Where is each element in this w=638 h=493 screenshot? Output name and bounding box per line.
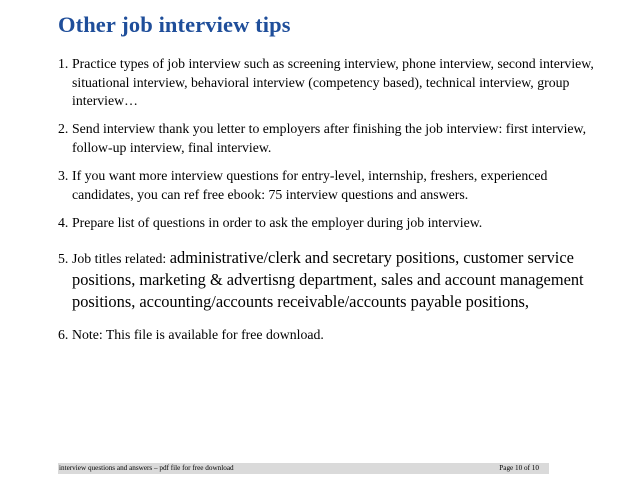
list-item-number: 6. [58,327,69,342]
list-item [58,326,598,345]
list-item [58,214,598,233]
footer-caption: interview questions and answers – pdf file for free download [59,464,234,472]
list-item-number: 3. [58,168,69,183]
list-item [58,167,598,204]
list-item-number: 1. [58,56,69,71]
list-item-text: If you want more interview questions for entry-level, internship, freshers, experienced candidates, you can ref free ebook: 75 interview questions and answers. [72,168,548,202]
page-number: Page 10 of 10 [499,464,539,472]
page-footer [58,463,549,474]
list-item-text: Send interview thank you letter to employers after finishing the job interview: first interview, follow-up interview, final interview. [72,121,587,155]
list-item-number: 4. [58,215,69,230]
list-item-number: 2. [58,121,69,136]
list-item [58,247,598,313]
list-item-number: 5. [58,251,69,266]
list-item-text: Note: This file is available for free download. [72,327,324,342]
page-title: Other job interview tips [58,12,291,37]
list-item-text-group [72,247,598,313]
list-item [58,120,598,157]
list-item-text: administrative/clerk and secretary positions, customer service positions, marketing & advertisng department, sales and account management positions, accounting/accounts receivable/accounts payable positions, [72,248,584,311]
list-item-text: Prepare list of questions in order to ask the employer during job interview. [72,215,483,230]
list-item [58,55,598,111]
list-item-text: Practice types of job interview such as screening interview, phone interview, second interview, situational interview, behavioral interview (competency based), technical interview, group interview… [72,56,594,108]
list-item-lead-text: Job titles related: [72,251,170,266]
